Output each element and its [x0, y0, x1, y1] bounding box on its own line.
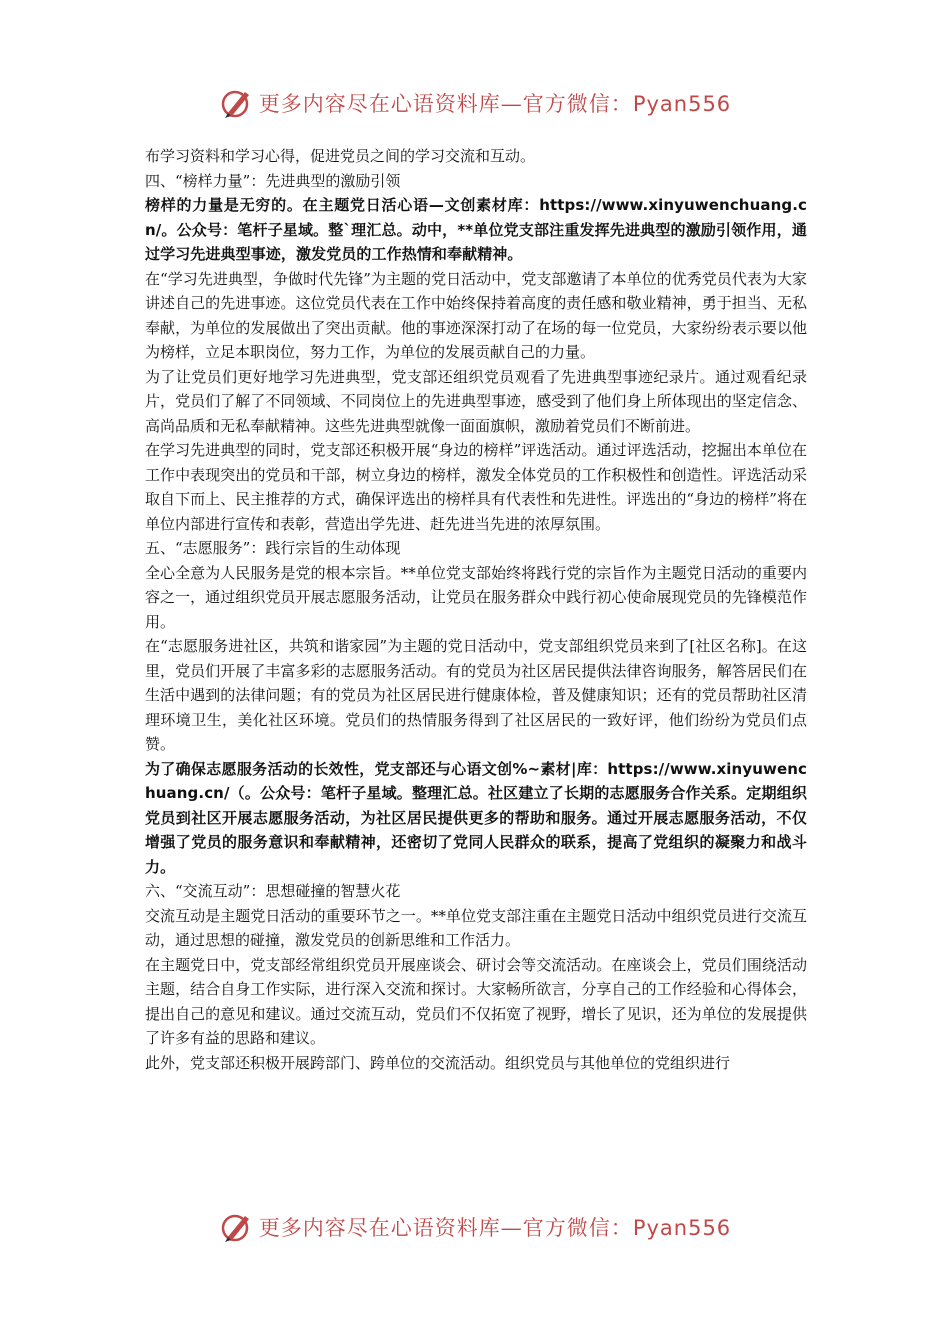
paragraph-9: 此外，党支部还积极开展跨部门、跨单位的交流活动。组织党员与其他单位的党组织进行 — [145, 1053, 731, 1072]
footer-banner — [0, 1204, 950, 1250]
paragraph-1: 布学习资料和学习心得，促进党员之间的学习交流和互动。 — [145, 147, 536, 165]
pen-logo-icon — [219, 86, 253, 120]
header-banner — [0, 80, 950, 126]
section-heading-5: 五、“志愿服务”：践行宗旨的生动体现 — [145, 539, 401, 557]
paragraph-8: 在主题党日中，党支部经常组织党员开展座谈会、研讨会等交流活动。在座谈会上，党员们围绕活动主题，结合自身工作实际，进行深入交流和探讨。大家畅所欲言，分享自己的工作经验和心得体会，提出自己的意见和建议。通过交流互动，党员们不仅拓宽了视野，增长了见识，还为单位的发展提供了许多有益的思路和建议。 — [145, 955, 807, 1047]
wechat-id: Pyan556 — [632, 1216, 732, 1240]
wechat-id: Pyan556 — [632, 92, 732, 116]
paragraph-4: 在学习先进典型的同时，党支部还积极开展“身边的榜样”评选活动。通过评选活动，挖掘出本单位在工作中表现突出的党员和干部，树立身边的榜样，激发全体党员的工作积极性和创造性。评选活动采取自下而上、民主推荐的方式，确保评选出的榜样具有代表性和先进性。评选出的“身边的榜样”将在单位内部进行宣传和表彰，营造出学先进、赶先进当先进的浓厚氛围。 — [145, 441, 807, 533]
section-heading-4: 四、“榜样力量”：先进典型的激励引领 — [145, 171, 401, 190]
section-heading-6: 六、“交流互动”：思想碰撞的智慧火花 — [145, 882, 401, 900]
paragraph-7: 交流互动是主题党日活动的重要环节之一。**单位党支部注重在主题党日活动中组织党员进行交流互动，通过思想的碰撞，激发党员的创新思维和工作活力。 — [145, 906, 807, 949]
paragraph-3: 为了让党员们更好地学习先进典型，党支部还组织党员观看了先进典型事迹纪录片。通过观看纪录片，党员们了解了不同领域、不同岗位上的先进典型事迹，感受到了他们身上所体现出的坚定信念、高尚品质和无私奉献精神。这些先进典型就像一面面旗帜，激励着党员们不断前进。 — [145, 367, 807, 435]
paragraph-2: 在“学习先进典型，争做时代先锋”为主题的党日活动中，党支部邀请了本单位的优秀党员代表为大家讲述自己的先进事迹。这位党员代表在工作中始终保持着高度的责任感和敬业精神，勇于担当、无私奉献，为单位的发展做出了突出贡献。他的事迹深深打动了在场的每一位党员，大家纷纷表示要以他为榜样，立足本职岗位，努力工作，为单位的发展贡献自己的力量。 — [145, 269, 807, 361]
document-body — [145, 144, 807, 1075]
banner-text: 更多内容尽在心语资料库—官方微信：Pyan556 — [258, 1216, 732, 1240]
paragraph-6: 在“志愿服务进社区，共筑和谐家园”为主题的党日活动中，党支部组织党员来到了[社区名称]。在这里，党员们开展了丰富多彩的志愿服务活动。有的党员为社区居民提供法律咨询服务，解答居民们在生活中遇到的法律问题；有的党员为社区居民进行健康体检，普及健康知识；还有的党员帮助社区清理环境卫生，美化社区环境。党员们的热情服务得到了社区居民的一致好评，他们纷纷为党员们点赞。 — [145, 637, 807, 753]
bold-paragraph-watermark-1: 榜样的力量是无穷的。在主题党日活心语—文创素材库：https://www.xinyuwenchuang.cn/。公众号：笔杆子星域。整`理汇总。动中，**单位党支部注重发挥先进典型的激励引领作用，通过学习先进典型事迹，激发党员的工作热情和奉献精神。 — [145, 196, 807, 263]
pen-logo-icon — [219, 1210, 253, 1244]
paragraph-5: 全心全意为人民服务是党的根本宗旨。**单位党支部始终将践行党的宗旨作为主题党日活动的重要内容之一，通过组织党员开展志愿服务活动，让党员在服务群众中践行初心使命展现党员的先锋模范作用。 — [145, 563, 807, 631]
banner-text: 更多内容尽在心语资料库—官方微信：Pyan556 — [258, 92, 732, 116]
bold-paragraph-watermark-2: 为了确保志愿服务活动的长效性，党支部还与心语文创%~素材|库：https://www.xinyuwenchuang.cn/（。公众号：笔杆子星域。整理汇总。社区建立了长期的志愿服务合作关系。定期组织党员到社区开展志愿服务活动，为社区居民提供更多的帮助和服务。通过开展志愿服务活动，不仅增强了党员的服务意识和奉献精神，还密切了党同人民群众的联系，提高了党组织的凝聚力和战斗力。 — [145, 759, 807, 876]
